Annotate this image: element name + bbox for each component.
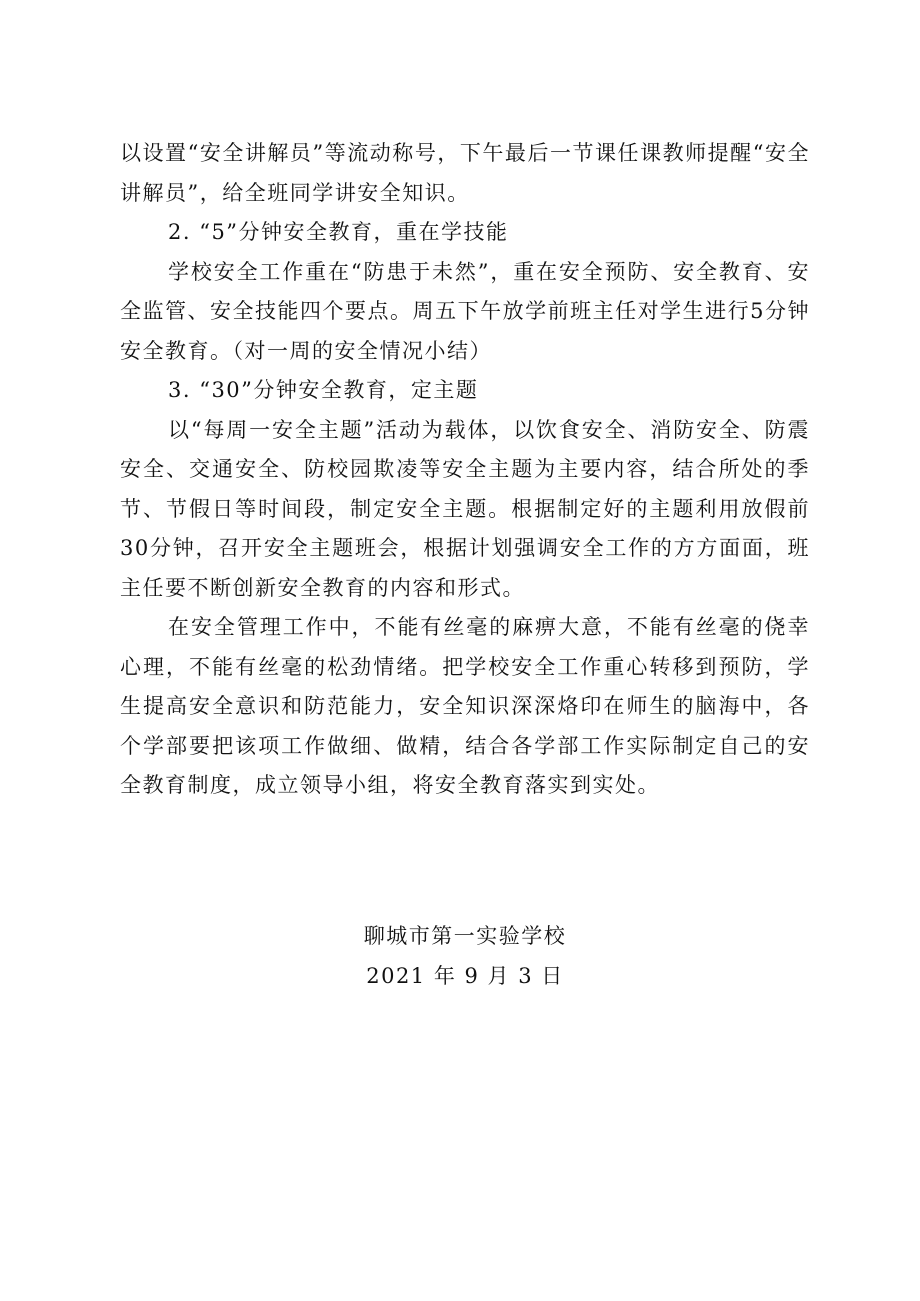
signature-organization: 聊城市第一实验学校 <box>363 924 567 948</box>
paragraph-safety-skills: 学校安全工作重在“防患于未然”，重在安全预防、安全教育、安全监管、安全技能四个要点。周五下午放学前班主任对学生进行5分钟安全教育。（对一周的安全情况小结） <box>120 259 810 363</box>
paragraph-continuation: 以设置“安全讲解员”等流动称号，下午最后一节课任课教师提醒“安全讲解员”，给全班同学讲安全知识。 <box>120 141 810 205</box>
heading-item-3: 3. “30”分钟安全教育，定主题 <box>168 378 479 402</box>
signature-date: 2021 年 9 月 3 日 <box>366 964 564 988</box>
paragraph-safety-management: 在安全管理工作中，不能有丝毫的麻痹大意，不能有丝毫的侥幸心理，不能有丝毫的松劲情绪。把学校安全工作重心转移到预防，学生提高安全意识和防范能力，安全知识深深烙印在师生的脑海中，各个学部要把该项工作做细、做精，结合各学部工作实际制定自己的安全教育制度，成立领导小组，将安全教育落实到实处。 <box>120 615 810 797</box>
document-body <box>120 134 810 806</box>
heading-item-2: 2. “5”分钟安全教育，重在学技能 <box>168 220 509 244</box>
paragraph-weekly-theme: 以“每周一安全主题”活动为载体，以饮食安全、消防安全、防震安全、交通安全、防校园欺凌等安全主题为主要内容，结合所处的季节、节假日等时间段，制定安全主题。根据制定好的主题利用放假前30分钟，召开安全主题班会，根据计划强调安全工作的方方面面，班主任要不断创新安全教育的内容和形式。 <box>120 417 810 600</box>
signature-block <box>300 916 630 996</box>
